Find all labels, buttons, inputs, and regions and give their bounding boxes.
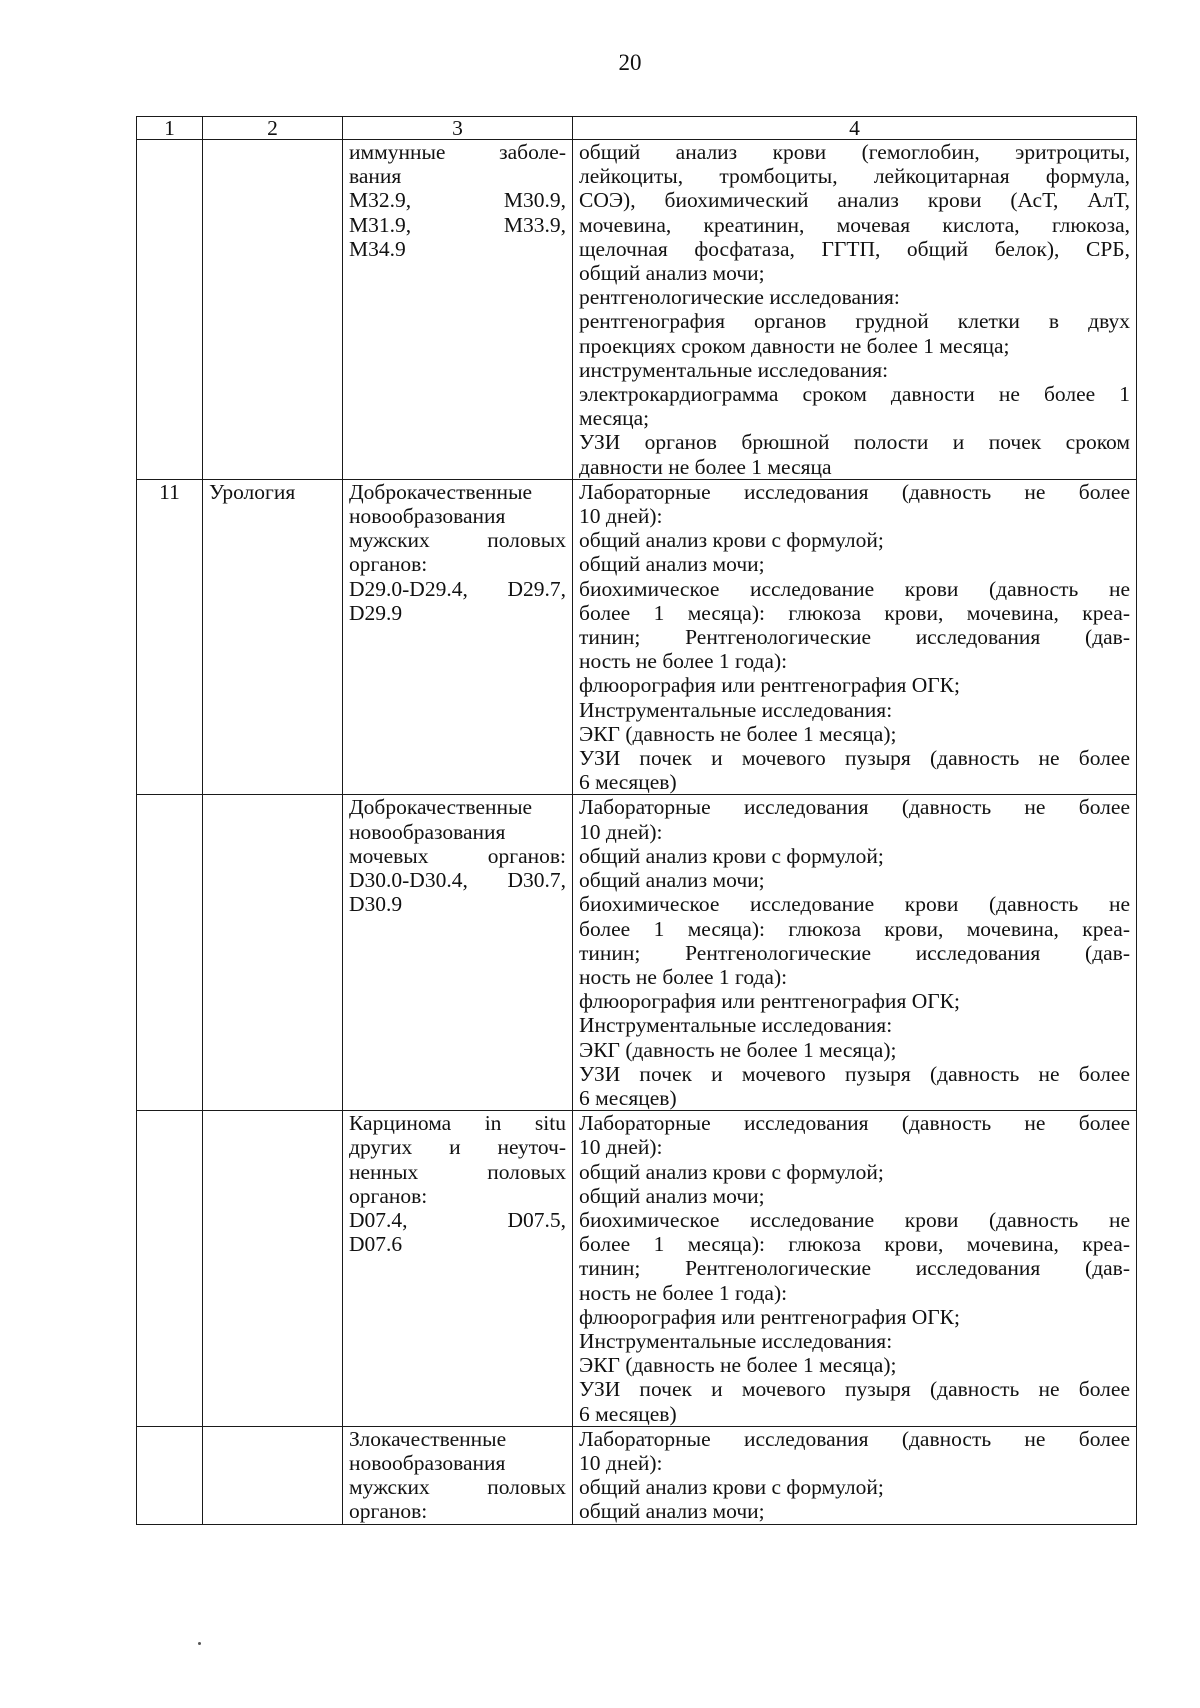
- diagnosis-line: D30.0-D30.4, D30.7,: [349, 868, 566, 893]
- diagnosis-cell: [343, 140, 573, 480]
- exam-line: биохимическое исследование крови (давность не: [579, 576, 1130, 601]
- exam-line: Инструментальные исследования:: [579, 1328, 893, 1353]
- table-row: [137, 140, 1137, 480]
- exam-line: Лабораторные исследования (давность не более: [579, 1111, 1130, 1136]
- row-number-cell: [137, 1426, 203, 1524]
- diagnosis-line: ненных половых: [349, 1159, 566, 1184]
- row-number-cell: [137, 795, 203, 1111]
- exam-line: 6 месяцев): [579, 1085, 677, 1110]
- exams-cell: [573, 1111, 1137, 1427]
- diagnosis-line: Доброкачественные: [349, 795, 533, 820]
- diagnosis-line: органов:: [349, 1183, 428, 1208]
- requirements-table: [136, 116, 1137, 1525]
- table-body: [137, 140, 1137, 1525]
- exam-line: ность не более 1 года):: [579, 964, 788, 989]
- exam-line: щелочная фосфатаза, ГГТП, общий белок), СРБ,: [579, 236, 1130, 261]
- specialty-cell: [203, 140, 343, 480]
- exam-line: более 1 месяца): глюкоза крови, мочевина, креа-: [579, 600, 1130, 625]
- exam-line: Лабораторные исследования (давность не более: [579, 1426, 1130, 1451]
- diagnosis-line: мужских половых: [349, 528, 566, 553]
- diagnosis-line: Доброкачественные: [349, 479, 533, 504]
- diagnosis-line: вания: [349, 164, 402, 189]
- exam-line: общий анализ мочи;: [579, 868, 765, 893]
- exam-line: 6 месяцев): [579, 1401, 677, 1426]
- exam-line: более 1 месяца): глюкоза крови, мочевина, креа-: [579, 916, 1130, 941]
- row-number: 11: [159, 479, 180, 504]
- diagnosis-cell: [343, 479, 573, 795]
- exam-line: более 1 месяца): глюкоза крови, мочевина, креа-: [579, 1232, 1130, 1257]
- diagnosis-line: D29.9: [349, 600, 403, 625]
- exam-line: флюорография или рентгенография ОГК;: [579, 673, 960, 698]
- row-number-cell: [137, 479, 203, 795]
- exam-line: Лабораторные исследования (давность не более: [579, 479, 1130, 504]
- exam-line: давности не более 1 месяца: [579, 454, 832, 479]
- page-number: 20: [618, 50, 642, 75]
- exam-line: Лабораторные исследования (давность не более: [579, 795, 1130, 820]
- exam-line: общий анализ крови (гемоглобин, эритроциты,: [579, 140, 1130, 164]
- diagnosis-line: органов:: [349, 1499, 428, 1524]
- exam-line: ность не более 1 года):: [579, 649, 788, 674]
- diagnosis-line: органов:: [349, 552, 428, 577]
- exam-line: общий анализ мочи;: [579, 552, 765, 577]
- exam-line: флюорография или рентгенография ОГК;: [579, 989, 960, 1014]
- diagnosis-line: D07.4, D07.5,: [349, 1207, 566, 1232]
- specialty-cell: [203, 1426, 343, 1524]
- scan-speck: [198, 1642, 201, 1645]
- diagnosis-line: мочевых органов:: [349, 843, 566, 868]
- exam-line: общий анализ крови с формулой;: [579, 1475, 884, 1500]
- specialty-cell: [203, 479, 343, 795]
- exam-line: биохимическое исследование крови (давность не: [579, 1207, 1130, 1232]
- exam-line: тинин; Рентгенологические исследования (дав-: [579, 625, 1130, 650]
- diagnosis-line: иммунные заболе-: [349, 140, 566, 164]
- exam-line: биохимическое исследование крови (давность не: [579, 892, 1130, 917]
- exam-line: проекциях сроком давности не более 1 месяца;: [579, 333, 1010, 358]
- header-col-3: 3: [343, 117, 573, 140]
- exam-line: УЗИ органов брюшной полости и почек сроком: [579, 430, 1130, 455]
- exam-line: общий анализ крови с формулой;: [579, 1159, 884, 1184]
- exam-line: УЗИ почек и мочевого пузыря (давность не более: [579, 1377, 1130, 1402]
- diagnosis-line: мужских половых: [349, 1475, 566, 1500]
- exam-line: инструментальные исследования:: [579, 357, 889, 382]
- exam-line: электрокардиограмма сроком давности не более 1: [579, 382, 1130, 407]
- table-row: [137, 795, 1137, 1111]
- table-row: [137, 479, 1137, 795]
- exam-line: 10 дней):: [579, 819, 663, 844]
- row-number-cell: [137, 1111, 203, 1427]
- exam-line: 10 дней):: [579, 1135, 663, 1160]
- exam-line: тинин; Рентгенологические исследования (дав-: [579, 1256, 1130, 1281]
- exam-line: общий анализ мочи;: [579, 1499, 765, 1524]
- diagnosis-line: M31.9, M33.9,: [349, 212, 566, 237]
- exam-line: рентгенография органов грудной клетки в двух: [579, 309, 1130, 334]
- exam-line: ЭКГ (давность не более 1 месяца);: [579, 1353, 897, 1378]
- table-row: [137, 1111, 1137, 1427]
- exam-line: ЭКГ (давность не более 1 месяца);: [579, 721, 897, 746]
- diagnosis-cell: [343, 1426, 573, 1524]
- exam-line: месяца;: [579, 406, 650, 431]
- exam-line: общий анализ мочи;: [579, 1183, 765, 1208]
- exams-cell: [573, 1426, 1137, 1524]
- diagnosis-line: новообразования: [349, 819, 506, 844]
- header-col-2: 2: [203, 117, 343, 140]
- exam-line: 10 дней):: [579, 504, 663, 529]
- diagnosis-line: D07.6: [349, 1232, 403, 1257]
- specialty-name: Урология: [209, 479, 296, 504]
- diagnosis-line: Злокачественные: [349, 1426, 507, 1451]
- table-header-row: [137, 117, 1137, 140]
- exam-line: 6 месяцев): [579, 770, 677, 795]
- diagnosis-line: новообразования: [349, 1450, 506, 1475]
- exam-line: мочевина, креатинин, мочевая кислота, глюкоза,: [579, 212, 1130, 237]
- exam-line: рентгенологические исследования:: [579, 285, 900, 310]
- diagnosis-line: других и неуточ-: [349, 1135, 566, 1160]
- exam-line: УЗИ почек и мочевого пузыря (давность не более: [579, 1061, 1130, 1086]
- diagnosis-line: M32.9, M30.9,: [349, 188, 566, 213]
- exam-line: ЭКГ (давность не более 1 месяца);: [579, 1037, 897, 1062]
- exam-line: СОЭ), биохимический анализ крови (АсТ, АлТ,: [579, 188, 1130, 213]
- header-col-1: 1: [137, 117, 203, 140]
- header-col-4: 4: [573, 117, 1137, 140]
- diagnosis-line: M34.9: [349, 236, 406, 261]
- row-number-cell: [137, 140, 203, 480]
- diagnosis-line: D30.9: [349, 892, 403, 917]
- exam-line: лейкоциты, тромбоциты, лейкоцитарная формула,: [579, 164, 1130, 189]
- table-row: [137, 1426, 1137, 1524]
- exams-cell: [573, 795, 1137, 1111]
- exam-line: УЗИ почек и мочевого пузыря (давность не более: [579, 746, 1130, 771]
- exam-line: общий анализ мочи;: [579, 261, 765, 286]
- exam-line: тинин; Рентгенологические исследования (дав-: [579, 940, 1130, 965]
- exams-cell: [573, 479, 1137, 795]
- exam-line: ность не более 1 года):: [579, 1280, 788, 1305]
- exam-line: общий анализ крови с формулой;: [579, 843, 884, 868]
- diagnosis-cell: [343, 795, 573, 1111]
- exam-line: общий анализ крови с формулой;: [579, 528, 884, 553]
- diagnosis-line: новообразования: [349, 504, 506, 529]
- diagnosis-cell: [343, 1111, 573, 1427]
- exams-cell: [573, 140, 1137, 480]
- exam-line: Инструментальные исследования:: [579, 1013, 893, 1038]
- exam-line: Инструментальные исследования:: [579, 697, 893, 722]
- specialty-cell: [203, 795, 343, 1111]
- diagnosis-line: D29.0-D29.4, D29.7,: [349, 576, 566, 601]
- exam-line: флюорография или рентгенография ОГК;: [579, 1304, 960, 1329]
- diagnosis-line: Карцинома in situ: [349, 1111, 566, 1136]
- specialty-cell: [203, 1111, 343, 1427]
- exam-line: 10 дней):: [579, 1450, 663, 1475]
